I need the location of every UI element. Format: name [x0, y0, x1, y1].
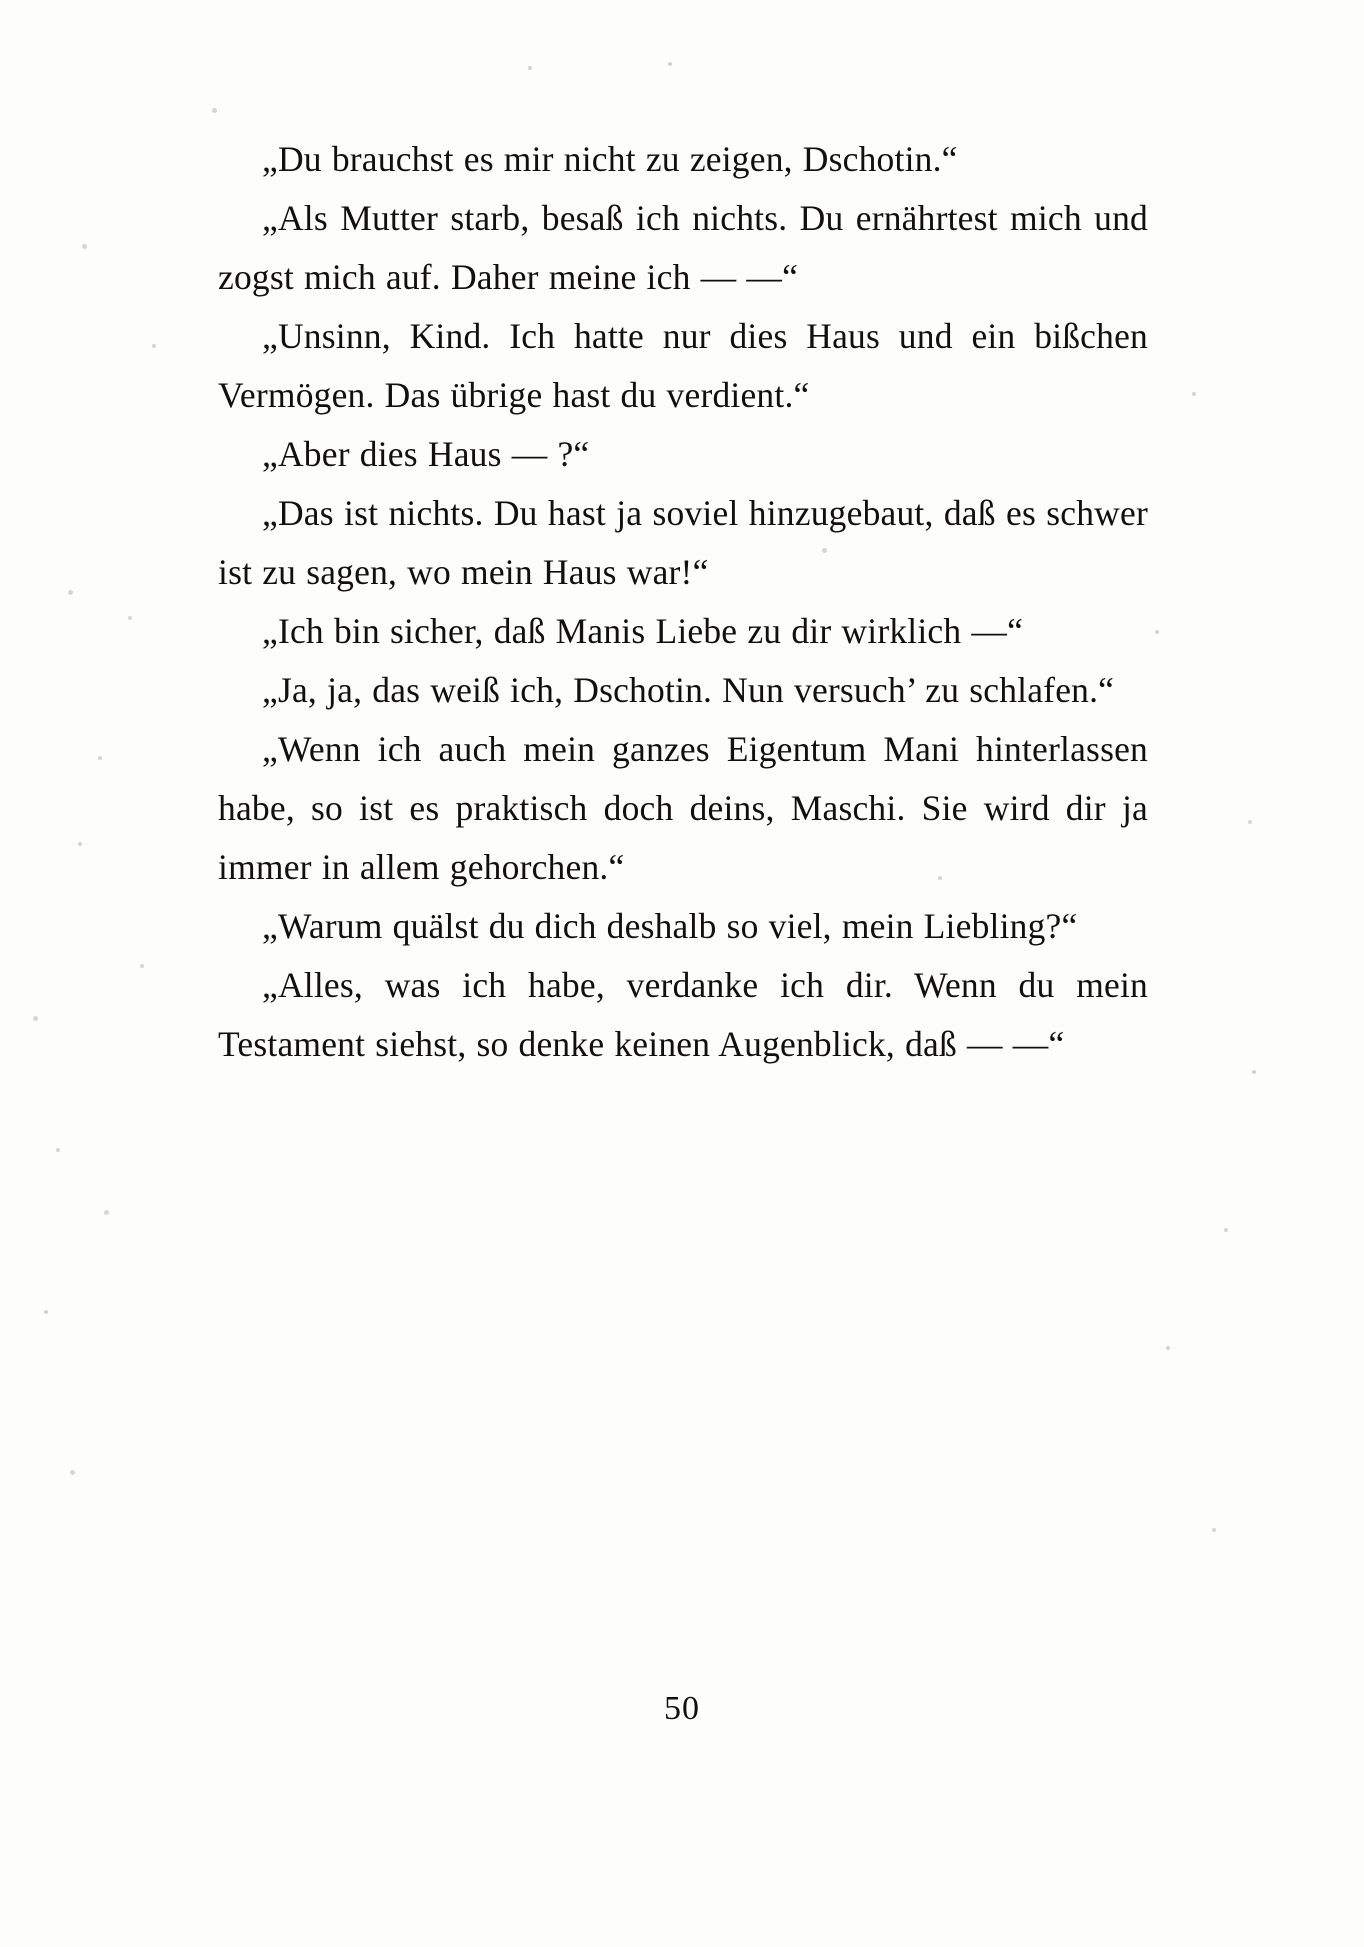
paper-speckle	[1212, 1528, 1216, 1532]
paper-speckle	[668, 62, 672, 66]
paper-speckle	[82, 244, 87, 249]
paragraph: „Das ist nichts. Du hast ja soviel hinzugebaut, daß es schwer ist zu sagen, wo mein Haus war!“	[218, 493, 1148, 592]
paragraph: „Aber dies Haus — ?“	[262, 434, 590, 474]
page-text-body	[218, 130, 1148, 1074]
paper-speckle	[1192, 392, 1196, 396]
paragraph: „Als Mutter starb, besaß ich nichts. Du ernährtest mich und zogst mich auf. Daher meine ich — —“	[218, 198, 1148, 297]
paper-speckle	[1155, 630, 1159, 634]
paper-speckle	[1248, 820, 1252, 824]
paper-speckle	[128, 616, 132, 620]
paper-speckle	[152, 344, 156, 348]
paragraph: „Du brauchst es mir nicht zu zeigen, Dschotin.“	[262, 139, 958, 179]
paper-speckle	[33, 1016, 38, 1021]
paper-speckle	[68, 590, 73, 595]
paper-speckle	[98, 756, 102, 760]
paper-speckle	[212, 108, 217, 113]
paper-speckle	[104, 1210, 109, 1215]
paper-speckle	[70, 1470, 75, 1475]
paragraph: „Unsinn, Kind. Ich hatte nur dies Haus und ein bißchen Vermögen. Das übrige hast du verdient.“	[218, 316, 1148, 415]
paragraph: „Warum quälst du dich deshalb so viel, mein Liebling?“	[262, 906, 1078, 946]
paper-speckle	[1166, 1346, 1170, 1350]
paper-speckle	[1224, 1228, 1228, 1232]
paper-speckle	[44, 1310, 48, 1314]
paragraph: „Wenn ich auch mein ganzes Eigentum Mani hinterlassen habe, so ist es praktisch doch deins, Maschi. Sie wird dir ja immer in allem gehorchen.“	[218, 729, 1148, 887]
paragraph: „Ich bin sicher, daß Manis Liebe zu dir wirklich —“	[262, 611, 1024, 651]
paragraph: „Alles, was ich habe, verdanke ich dir. Wenn du mein Testament siehst, so denke keinen Augenblick, daß — —“	[218, 965, 1148, 1064]
paper-speckle	[78, 842, 82, 846]
paragraph: „Ja, ja, das weiß ich, Dschotin. Nun versuch’ zu schlafen.“	[262, 670, 1115, 710]
page-number: 50	[664, 1690, 700, 1727]
paper-speckle	[140, 964, 144, 968]
paper-speckle	[56, 1148, 60, 1152]
paper-speckle	[1252, 1070, 1256, 1074]
paper-speckle	[528, 66, 532, 70]
